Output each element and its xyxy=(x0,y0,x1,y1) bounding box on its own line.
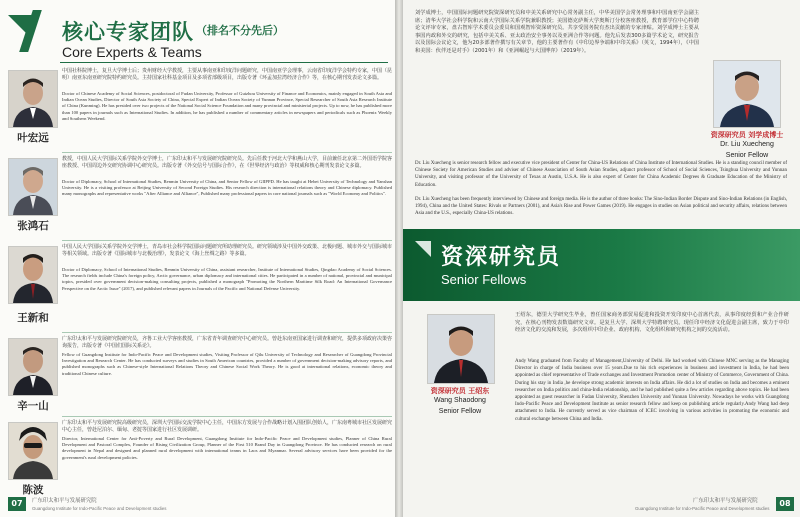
wang-photo xyxy=(427,314,495,384)
page-title: 核心专家团队 xyxy=(62,20,194,44)
expert-entry xyxy=(8,68,392,152)
expert-photo xyxy=(8,158,58,216)
expert-bio-en: Doctor of Chinese Academy of Social Sciences, postdoctoral of Fudan University, Professor of Guizhou University of Finance and Economics, mainly engaged in South Asia and Indian Ocean Studies, Director of South Asia Society of China, Special Expert of Indian Ocean Society of Yunnan Province, Special Researcher of South Asia Research Institute of China (Kunming). He has presided over two projects of the National Social Science Foundation and many provincial and ministerial projects. Up to now, he has published more than 100 papers in journals such as International Studies. In addition, he has published a number of commentary articles in newspapers and periodicals such as Phoenix Weekly and Southern Weekend. xyxy=(62,91,392,121)
expert-bio-en: Fellow of Guangdong Institute for Indo-Pacific Peace and Development studies, Visiting Professor of Qilu University of Technology and Researcher of Guangdong Provincial Investigation and Research Center. He has conducted surveys and studies in South American countries, provided a number of government decision-making advisory reports, and published monographs such as Chinese-style International Relations Theory and Chinese Social Work Theory. He is good at international relations, economic theory and traditional Chinese culture. xyxy=(62,352,392,376)
liu-bio-zh: 刘学成博士，中国国际问题研究院资深研究员和中美关系研究中心常务副主任，中华美国学会常务理事和中国南亚学会副主席；清华大学社会科学院和云南大学国际关系学院兼职教授；美国德克萨斯大学奥斯汀分校客座教授，教育部学位中心特聘论文评审专家，盘古智库学术委员会委员和国观智库资深研究员。共享受国务院有杰出贡献的专家津贴。刘学成博士主要从事国内政和外交的研究，包括中美关系、亚太政治安全事务以及亚洲合作等问题。他先后发表300多篇学术论文，研究报告以及国际会议论文，他为20多部著作撰写有关章节，他的主要著作有《中印边界争端和中印关系》（英文，1994年），《中国和美国：伙伴还是对手》（2001年）和《亚洲崛起与大国博弈》（2019年）。 xyxy=(415,10,699,54)
expert-entry xyxy=(8,336,392,416)
liu-caption-zh: 资深研究员 刘学成博士 xyxy=(710,131,784,139)
page-number: 07 xyxy=(8,497,26,511)
expert-entry xyxy=(8,244,392,332)
left-page xyxy=(0,0,395,517)
banner-mark-icon xyxy=(415,241,431,257)
right-page xyxy=(403,0,800,517)
expert-bio-zh: 中国社科院博士，复旦大学博士后；贵州财经大学教授，主要从事南亚和印度洋问题研究，中国南亚学会理事，云南省印度洋学会特约专家，中国（昆明）南亚东南亚研究院特约研究员。主持国家社科基金项目及多项省部级项目，出版专著《环孟加拉湾经济合作》等，在核心期刊发表论文多篇。 xyxy=(62,68,393,82)
wang-bio-zh: 王绍东，德里大学研究生毕业，曾任国家商务部贸易促进和投资开发印度中心首席代表，从事印度经贸和产业合作研究，在核心刊物发表数篇研究文章。是复旦大学、深圳大学特聘研究员。现任印中经济文化促进会副主席，致力于中印经济文化的交流和发展，多次组织中印企业、政府机构、文化组织和研究机构之间的交流活动。 xyxy=(515,312,789,334)
section-title-zh: 资深研究员 xyxy=(441,245,562,270)
divider xyxy=(62,152,392,153)
expert-name: 陈波 xyxy=(22,484,44,496)
wang-caption-zh: 资深研究员 王绍东 xyxy=(430,387,490,395)
expert-bio-zh: 广东印太和平与发展研究院研究员，齐鲁工业大学客座教授，广东省青年调查研究中心研究员。曾赴东南亚国家进行调查和研究，提供多项政府决策咨询报告，出版专著《中国们国际关系论》。 xyxy=(62,336,393,350)
liu-bio-en-1: Dr. Liu Xuecheng is senior research fellow and executive vice president of Center for China-US Relations of China Institute of International Studies. He is a standing council member of Chinese Society for American Studies and adviser of Chinese Association of South Asian Studies, adjunct professor of School of Social Sciences, Tsinghua University and Yunnan University, and visiting professor of the University of Texas at Austin, U.S.A. He is also expert of Center for China Academic Degrees & Graduate Education of the Ministry of Education. xyxy=(415,161,787,188)
expert-photo xyxy=(8,338,58,396)
expert-photo xyxy=(8,70,58,128)
expert-entry xyxy=(8,420,392,500)
header-divider xyxy=(60,62,388,63)
page-number: 08 xyxy=(776,497,794,511)
liu-caption-name: Dr. Liu Xuecheng xyxy=(720,141,774,148)
liu-photo xyxy=(713,60,781,128)
divider xyxy=(62,240,392,241)
expert-name: 叶宏远 xyxy=(17,132,49,144)
footer-org-en: Guangdong Institute for Indo-Pacific Peace and Development studies xyxy=(635,506,770,511)
section-title-en: Senior Fellows xyxy=(441,272,527,287)
expert-name: 王新和 xyxy=(17,312,49,324)
footer-org-en: Guangdong Institute for Indo-Pacific Peace and Development studies xyxy=(32,506,167,511)
divider xyxy=(62,416,392,417)
expert-bio-zh: 中国人民大学国际关系学院外交学博士，青岛市社会科学院国际问题研究所助理研究员。研究领域涉及中国外交政策、北极问题、城市外交与国际城市等相关领域。出版专著《国际城市与北极治理》，发表论文《海上丝绸之路》等多篇。 xyxy=(62,244,393,258)
wang-bio-en: Andy Wang graduated from Faculty of Management,University of Delhi. He had worked with Chinese MNC serving as the Managing Director in charge of India business over 15 years.Due to his rich experiences in business and investment in India, he had been appointed as chief representative of Trade exchanges and Investment Promotion center of Ministry of Commerce, Government of China. During his stay in India ,he develope strong academic interests on India affairs. He did a lot of studies on India and becomes a eminent researcher on India politics and china-India relationship, and he had published quite a few articles regarding above topics. He had been appointed as guest researcher in Fudan University, Shenzhen University and Yunnan University. Nowadays he works with Guangdong Indo-Pacific Peace and Development Institute as senior research fellow and keep on publishing article regularly.Andy Wang had deep attachment to India. He currently served as vice chairman of ICEC involving in various activities in promoting the economic and cultural exchange between China and India. xyxy=(515,359,789,422)
liu-caption-role: Senior Fellow xyxy=(725,152,769,159)
expert-bio-en: Doctor of Diplomacy, School of International Studies, Renmin University of China, assistant researcher, Institute of International Studies, Qingdao Academy of Social Sciences. The research fields include China's foreign policy, Arctic governance, urban diplomacy and international cities. He participated in a number of national, provincial and municipal topics, presided over government decision-making consulting projects, published a monograph "Promoting the Northern Maritime Silk Road: An International Governance Perspective on the Arctic Issue" (2017), and published relevant papers in Journals of the Pacific and National Defense University. xyxy=(62,267,392,291)
book-gutter xyxy=(395,0,403,517)
footer-org-zh: 广东印太和平与发展研究院 xyxy=(693,498,758,504)
expert-bio-zh: 广东印太和平与发展研究院高级研究员，深圳大学国际交流学院中心主任，中国东方发展与合作战略计划入围团队创始人，广东南粤城市社区发展研究中心主任，曾赴尼泊尔、缅甸、老挝等国家进行社区发展调研。 xyxy=(62,420,393,434)
ranking-note: （排名不分先后） xyxy=(196,24,284,37)
divider xyxy=(62,332,392,333)
wang-caption-role: Senior Fellow xyxy=(438,408,482,415)
expert-bio-en: Doctor of Diplomacy, School of International Studies, Renmin University of China, and Senior Fellow of GIIPPD. He has taught at Hebei University of Technology and Yanshan University. He is a visiting professor at Beijing University of Second Foreign Studies. His research direction is international relations theory and Chinese diplomacy. Published many monographs and representative works "After Alliance and Alliance", Published many professional papers in core national journals such as "World Economy and Politics". xyxy=(62,179,392,197)
liu-bio-en-2: Dr. Liu Xuecheng has been frequently interviewed by Chinese and foreign media. He is the author of three books: The Sino-Indian Border Dispute and Sino-Indian Relations (in English, 1994), China and the United States: Rivals or Partners (2001), and Asia's Rise and Power Games (2019). He engages in studies on Asian political and security affairs, relations between Asia and the U.S., especially China-US relations. xyxy=(415,197,787,217)
page-title-en: Core Experts & Teams xyxy=(62,44,202,60)
expert-name: 张鸿石 xyxy=(17,220,49,232)
expert-photo xyxy=(8,246,58,304)
wang-caption-name: Wang Shaodong xyxy=(434,397,486,404)
expert-photo xyxy=(8,422,58,480)
expert-bio-zh: 教授，中国人民大学国际关系学院外交学博士，广东印太和平与发展研究院研究员。先后任教于河北大学和燕山大学，目前兼任北京第二外国语学院客座教授、中国周边外交研究协调中心研究员。出版专著《外交信号与国际合作》，在《世界经济与政治》等权威和核心期刊发表论文多篇。 xyxy=(62,156,393,170)
footer-org-zh: 广东印太和平与发展研究院 xyxy=(32,498,97,504)
expert-name: 辛一山 xyxy=(17,400,49,412)
expert-entry xyxy=(8,156,392,240)
expert-bio-en: Director, International Center for Anti-Poverty and Rural Development, Guangdong Institute for Indo-Pacific Peace and Development studies, Planner of China Rural Development and Pastoral Complex, Founder of Rising Civilization Group, Planner of the First 510 Brand Day in Guangdong Province. He has conducted research on rural development in Nepal and designed and planned rural development with international teams in Laos and Myanmar. Several advisory services have been provided for the government's rural development policies. xyxy=(62,436,392,460)
